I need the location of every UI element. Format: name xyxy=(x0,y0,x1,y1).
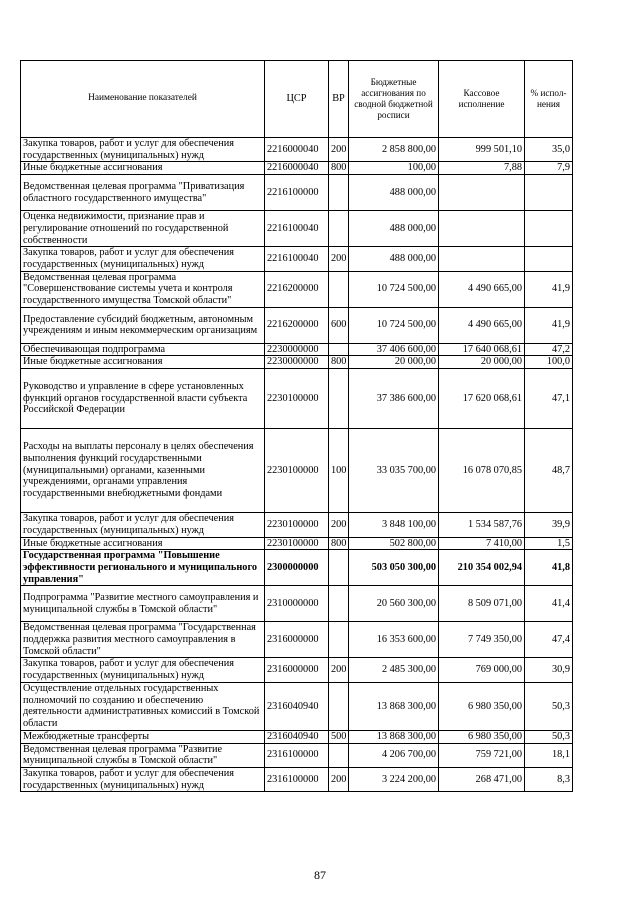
cell-budget: 10 724 500,00 xyxy=(349,307,439,343)
cell-cash: 8 509 071,00 xyxy=(439,586,525,622)
cell-vr: 200 xyxy=(329,247,349,271)
cell-csr: 2300000000 xyxy=(265,550,329,586)
cell-csr: 2216000040 xyxy=(265,138,329,162)
cell-vr xyxy=(329,743,349,767)
table-row xyxy=(21,307,573,343)
cell-cash: 999 501,10 xyxy=(439,138,525,162)
cell-vr xyxy=(329,622,349,658)
cell-cash xyxy=(439,211,525,247)
cell-name: Государственная программа "Повышение эффективности регионального и муниципального управления" xyxy=(21,550,265,586)
cell-pct: 47,1 xyxy=(525,369,573,429)
cell-budget: 502 800,00 xyxy=(349,537,439,550)
table-row xyxy=(21,550,573,586)
cell-cash: 7 410,00 xyxy=(439,537,525,550)
cell-vr: 500 xyxy=(329,730,349,743)
cell-cash xyxy=(439,175,525,211)
cell-csr: 2216200000 xyxy=(265,271,329,307)
cell-budget: 3 224 200,00 xyxy=(349,767,439,791)
cell-cash: 1 534 587,76 xyxy=(439,513,525,537)
cell-csr: 2316000000 xyxy=(265,658,329,682)
cell-pct: 1,5 xyxy=(525,537,573,550)
cell-vr: 800 xyxy=(329,162,349,175)
cell-pct xyxy=(525,247,573,271)
cell-name: Иные бюджетные ассигнования xyxy=(21,537,265,550)
cell-vr: 200 xyxy=(329,138,349,162)
cell-vr xyxy=(329,271,349,307)
cell-csr: 2316100000 xyxy=(265,767,329,791)
cell-name: Межбюджетные трансферты xyxy=(21,730,265,743)
cell-pct: 18,1 xyxy=(525,743,573,767)
cell-budget: 4 206 700,00 xyxy=(349,743,439,767)
cell-budget: 503 050 300,00 xyxy=(349,550,439,586)
cell-csr: 2216200000 xyxy=(265,307,329,343)
cell-vr: 800 xyxy=(329,537,349,550)
cell-pct: 30,9 xyxy=(525,658,573,682)
cell-budget: 16 353 600,00 xyxy=(349,622,439,658)
cell-csr: 2230100000 xyxy=(265,369,329,429)
cell-cash xyxy=(439,247,525,271)
table-row xyxy=(21,767,573,791)
cell-pct: 41,4 xyxy=(525,586,573,622)
cell-budget: 37 406 600,00 xyxy=(349,343,439,356)
cell-name: Оценка недвижимости, признание прав и регулирование отношений по государственной собственности xyxy=(21,211,265,247)
cell-vr xyxy=(329,343,349,356)
table-row xyxy=(21,369,573,429)
cell-csr: 2230100000 xyxy=(265,513,329,537)
cell-name: Закупка товаров, работ и услуг для обеспечения государственных (муниципальных) нужд xyxy=(21,513,265,537)
header-name: Наименование показателей xyxy=(21,61,265,138)
cell-vr: 200 xyxy=(329,767,349,791)
cell-pct: 100,0 xyxy=(525,356,573,369)
table-row xyxy=(21,175,573,211)
cell-pct: 8,3 xyxy=(525,767,573,791)
cell-vr: 100 xyxy=(329,429,349,513)
cell-budget: 3 848 100,00 xyxy=(349,513,439,537)
table-header-row xyxy=(21,61,573,138)
cell-vr xyxy=(329,211,349,247)
cell-budget: 2 485 300,00 xyxy=(349,658,439,682)
budget-execution-table xyxy=(20,60,573,792)
table-row xyxy=(21,682,573,730)
cell-pct: 39,9 xyxy=(525,513,573,537)
table-row xyxy=(21,247,573,271)
cell-pct: 41,9 xyxy=(525,307,573,343)
table-row xyxy=(21,743,573,767)
cell-pct xyxy=(525,175,573,211)
cell-budget: 37 386 600,00 xyxy=(349,369,439,429)
table-row xyxy=(21,162,573,175)
cell-vr xyxy=(329,175,349,211)
cell-cash: 769 000,00 xyxy=(439,658,525,682)
cell-budget: 20 560 300,00 xyxy=(349,586,439,622)
cell-vr: 800 xyxy=(329,356,349,369)
cell-cash: 7 749 350,00 xyxy=(439,622,525,658)
cell-name: Закупка товаров, работ и услуг для обеспечения государственных (муниципальных) нужд xyxy=(21,658,265,682)
table-row xyxy=(21,343,573,356)
cell-cash: 268 471,00 xyxy=(439,767,525,791)
cell-pct: 41,9 xyxy=(525,271,573,307)
table-row xyxy=(21,658,573,682)
cell-csr: 2316040940 xyxy=(265,730,329,743)
cell-name: Ведомственная целевая программа "Совершенствование системы учета и контроля государственного имущества Томской области" xyxy=(21,271,265,307)
cell-cash: 6 980 350,00 xyxy=(439,730,525,743)
cell-name: Иные бюджетные ассигнования xyxy=(21,356,265,369)
cell-vr: 600 xyxy=(329,307,349,343)
cell-vr xyxy=(329,586,349,622)
cell-name: Осуществление отдельных государственных полномочий по созданию и обеспечению деятельности административных комиссий в Томской области xyxy=(21,682,265,730)
cell-name: Ведомственная целевая программа "Развитие муниципальной службы в Томской области" xyxy=(21,743,265,767)
cell-budget: 33 035 700,00 xyxy=(349,429,439,513)
cell-vr: 200 xyxy=(329,658,349,682)
cell-cash: 7,88 xyxy=(439,162,525,175)
cell-csr: 2316000000 xyxy=(265,622,329,658)
cell-csr: 2230000000 xyxy=(265,343,329,356)
cell-cash: 20 000,00 xyxy=(439,356,525,369)
header-budget: Бюджетные ассигнования по сводной бюджетной росписи xyxy=(349,61,439,138)
cell-vr xyxy=(329,369,349,429)
cell-name: Ведомственная целевая программа "Приватизация областного государственного имущества" xyxy=(21,175,265,211)
cell-csr: 2316040940 xyxy=(265,682,329,730)
cell-csr: 2230100000 xyxy=(265,429,329,513)
table-row xyxy=(21,622,573,658)
header-vr: ВР xyxy=(329,61,349,138)
table-row xyxy=(21,138,573,162)
cell-name: Руководство и управление в сфере установленных функций органов государственной власти субъекта Российской Федерации xyxy=(21,369,265,429)
table-row xyxy=(21,586,573,622)
cell-pct: 41,8 xyxy=(525,550,573,586)
table-row xyxy=(21,730,573,743)
cell-cash: 210 354 002,94 xyxy=(439,550,525,586)
cell-name: Расходы на выплаты персоналу в целях обеспечения выполнения функций государственными (муниципальными) органами, казенными учреждениями, органами управления государственными внебюджетными фондами xyxy=(21,429,265,513)
cell-cash: 4 490 665,00 xyxy=(439,271,525,307)
cell-name: Закупка товаров, работ и услуг для обеспечения государственных (муниципальных) нужд xyxy=(21,247,265,271)
cell-cash: 6 980 350,00 xyxy=(439,682,525,730)
cell-name: Обеспечивающая подпрограмма xyxy=(21,343,265,356)
cell-name: Предоставление субсидий бюджетным, автономным учреждениям и иным некоммерческим организациям xyxy=(21,307,265,343)
cell-name: Подпрограмма "Развитие местного самоуправления и муниципальной службы в Томской области" xyxy=(21,586,265,622)
cell-vr: 200 xyxy=(329,513,349,537)
cell-csr: 2310000000 xyxy=(265,586,329,622)
cell-budget: 488 000,00 xyxy=(349,247,439,271)
cell-pct: 35,0 xyxy=(525,138,573,162)
cell-cash: 4 490 665,00 xyxy=(439,307,525,343)
header-csr: ЦСР xyxy=(265,61,329,138)
cell-budget: 20 000,00 xyxy=(349,356,439,369)
table-row xyxy=(21,356,573,369)
cell-budget: 488 000,00 xyxy=(349,211,439,247)
header-pct: % испол-нения xyxy=(525,61,573,138)
table-row xyxy=(21,513,573,537)
table-row xyxy=(21,429,573,513)
cell-pct: 47,4 xyxy=(525,622,573,658)
cell-budget: 13 868 300,00 xyxy=(349,682,439,730)
cell-vr xyxy=(329,682,349,730)
cell-pct: 48,7 xyxy=(525,429,573,513)
cell-name: Иные бюджетные ассигнования xyxy=(21,162,265,175)
table-row xyxy=(21,537,573,550)
cell-csr: 2216100000 xyxy=(265,175,329,211)
cell-budget: 100,00 xyxy=(349,162,439,175)
cell-budget: 2 858 800,00 xyxy=(349,138,439,162)
header-cash: Кассовое исполнение xyxy=(439,61,525,138)
cell-pct: 7,9 xyxy=(525,162,573,175)
cell-name: Закупка товаров, работ и услуг для обеспечения государственных (муниципальных) нужд xyxy=(21,767,265,791)
page-number: 87 xyxy=(314,868,326,882)
cell-cash: 16 078 070,85 xyxy=(439,429,525,513)
cell-pct xyxy=(525,211,573,247)
cell-csr: 2216100040 xyxy=(265,211,329,247)
cell-csr: 2216100040 xyxy=(265,247,329,271)
cell-csr: 2216000040 xyxy=(265,162,329,175)
cell-budget: 488 000,00 xyxy=(349,175,439,211)
cell-name: Закупка товаров, работ и услуг для обеспечения государственных (муниципальных) нужд xyxy=(21,138,265,162)
cell-budget: 10 724 500,00 xyxy=(349,271,439,307)
table-row xyxy=(21,271,573,307)
cell-csr: 2316100000 xyxy=(265,743,329,767)
cell-pct: 47,2 xyxy=(525,343,573,356)
cell-cash: 759 721,00 xyxy=(439,743,525,767)
cell-pct: 50,3 xyxy=(525,730,573,743)
cell-vr xyxy=(329,550,349,586)
cell-name: Ведомственная целевая программа "Государственная поддержка развития местного самоуправления в Томской области" xyxy=(21,622,265,658)
cell-cash: 17 620 068,61 xyxy=(439,369,525,429)
cell-budget: 13 868 300,00 xyxy=(349,730,439,743)
cell-cash: 17 640 068,61 xyxy=(439,343,525,356)
table-row xyxy=(21,211,573,247)
cell-pct: 50,3 xyxy=(525,682,573,730)
cell-csr: 2230000000 xyxy=(265,356,329,369)
cell-csr: 2230100000 xyxy=(265,537,329,550)
